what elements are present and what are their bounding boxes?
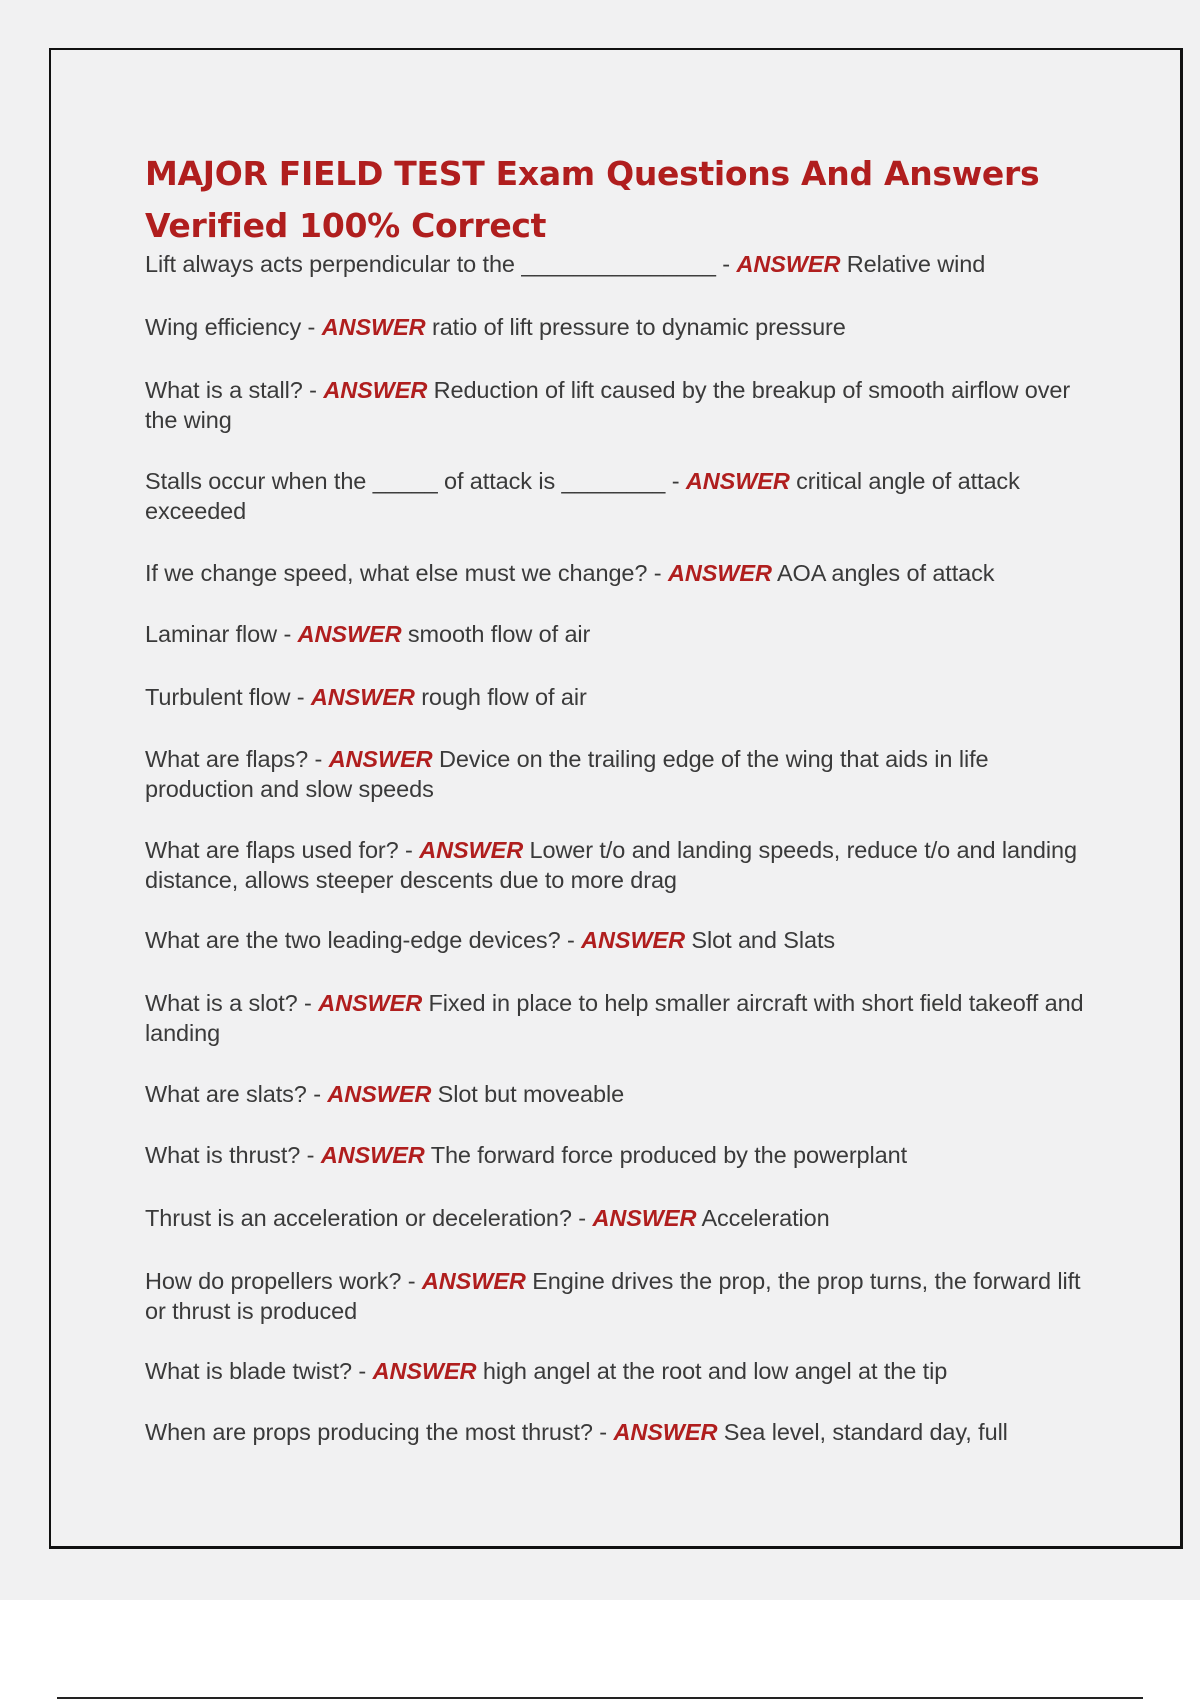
answer-text: rough flow of air [421, 684, 587, 710]
qa-item [145, 1266, 1095, 1326]
answer-tag: ANSWER [592, 1205, 697, 1231]
question-text: Lift always acts perpendicular to the _______________ - [145, 251, 731, 277]
answer-tag: ANSWER [421, 1268, 526, 1294]
answer-text: Reduction of lift caused by the breakup of smooth airflow over the wing [145, 377, 1071, 433]
qa-item [145, 558, 1095, 588]
question-text: If we change speed, what else must we change? - [145, 560, 662, 586]
answer-text: AOA angles of attack [776, 560, 995, 586]
question-text: What are flaps? - [145, 746, 323, 772]
answer-text: Slot and Slats [691, 927, 836, 953]
answer-text: Engine drives the prop, the prop turns, the forward lift or thrust is produced [145, 1268, 1081, 1324]
question-text: What are flaps used for? - [145, 837, 413, 863]
question-text: How do propellers work? - [145, 1268, 416, 1294]
qa-item [145, 1417, 1095, 1447]
qa-item [145, 619, 1095, 649]
answer-text: Fixed in place to help smaller aircraft with short field takeoff and landing [145, 990, 1084, 1046]
question-text: Stalls occur when the _____ of attack is ________ - [145, 468, 680, 494]
qa-item [145, 835, 1095, 895]
qa-item [145, 1356, 1095, 1386]
footer-divider [57, 1697, 1143, 1699]
answer-text: Device on the trailing edge of the wing that aids in life production and slow speeds [145, 746, 989, 802]
question-text: What is a stall? - [145, 377, 317, 403]
answer-tag: ANSWER [736, 251, 841, 277]
answer-text: smooth flow of air [407, 621, 591, 647]
answer-text: Sea level, standard day, full [723, 1419, 1008, 1445]
question-text: Thrust is an acceleration or deceleration? - [145, 1205, 587, 1231]
qa-item [145, 1140, 1095, 1170]
answer-tag: ANSWER [613, 1419, 718, 1445]
answer-tag: ANSWER [667, 560, 772, 586]
answer-tag: ANSWER [327, 1081, 432, 1107]
qa-item [145, 988, 1095, 1048]
answer-text: Slot but moveable [437, 1081, 625, 1107]
answer-tag: ANSWER [323, 377, 428, 403]
answer-tag: ANSWER [685, 468, 790, 494]
qa-item [145, 1079, 1095, 1109]
question-text: Turbulent flow - [145, 684, 305, 710]
document-title: MAJOR FIELD TEST Exam Questions And Answers Verified 100% Correct [145, 154, 1040, 245]
question-text: What is blade twist? - [145, 1358, 367, 1384]
answer-tag: ANSWER [318, 990, 423, 1016]
answer-tag: ANSWER [320, 1142, 425, 1168]
answer-tag: ANSWER [372, 1358, 477, 1384]
answer-text: critical angle of attack exceeded [145, 468, 1020, 524]
answer-tag: ANSWER [321, 314, 426, 340]
qa-item [145, 312, 1095, 342]
answer-text: Relative wind [846, 251, 986, 277]
question-text: What are slats? - [145, 1081, 321, 1107]
answer-text: The forward force produced by the powerplant [430, 1142, 908, 1168]
answer-text: ratio of lift pressure to dynamic pressure [431, 314, 846, 340]
question-text: What is thrust? - [145, 1142, 315, 1168]
answer-tag: ANSWER [310, 684, 415, 710]
question-text: Laminar flow - [145, 621, 292, 647]
qa-item [145, 375, 1095, 435]
qa-item [145, 744, 1095, 804]
qa-item [145, 249, 1095, 279]
qa-item [145, 1203, 1095, 1233]
qa-item [145, 925, 1095, 955]
answer-tag: ANSWER [328, 746, 433, 772]
question-text: Wing efficiency - [145, 314, 316, 340]
answer-text: Acceleration [701, 1205, 830, 1231]
question-text: What are the two leading-edge devices? - [145, 927, 575, 953]
question-text: When are props producing the most thrust? - [145, 1419, 608, 1445]
answer-text: Lower t/o and landing speeds, reduce t/o and landing distance, allows steeper descents due to more drag [145, 837, 1077, 893]
answer-text: high angel at the root and low angel at the tip [482, 1358, 948, 1384]
qa-item [145, 682, 1095, 712]
question-text: What is a slot? - [145, 990, 312, 1016]
answer-tag: ANSWER [419, 837, 524, 863]
qa-item [145, 466, 1095, 526]
answer-tag: ANSWER [581, 927, 685, 953]
answer-tag: ANSWER [297, 621, 402, 647]
